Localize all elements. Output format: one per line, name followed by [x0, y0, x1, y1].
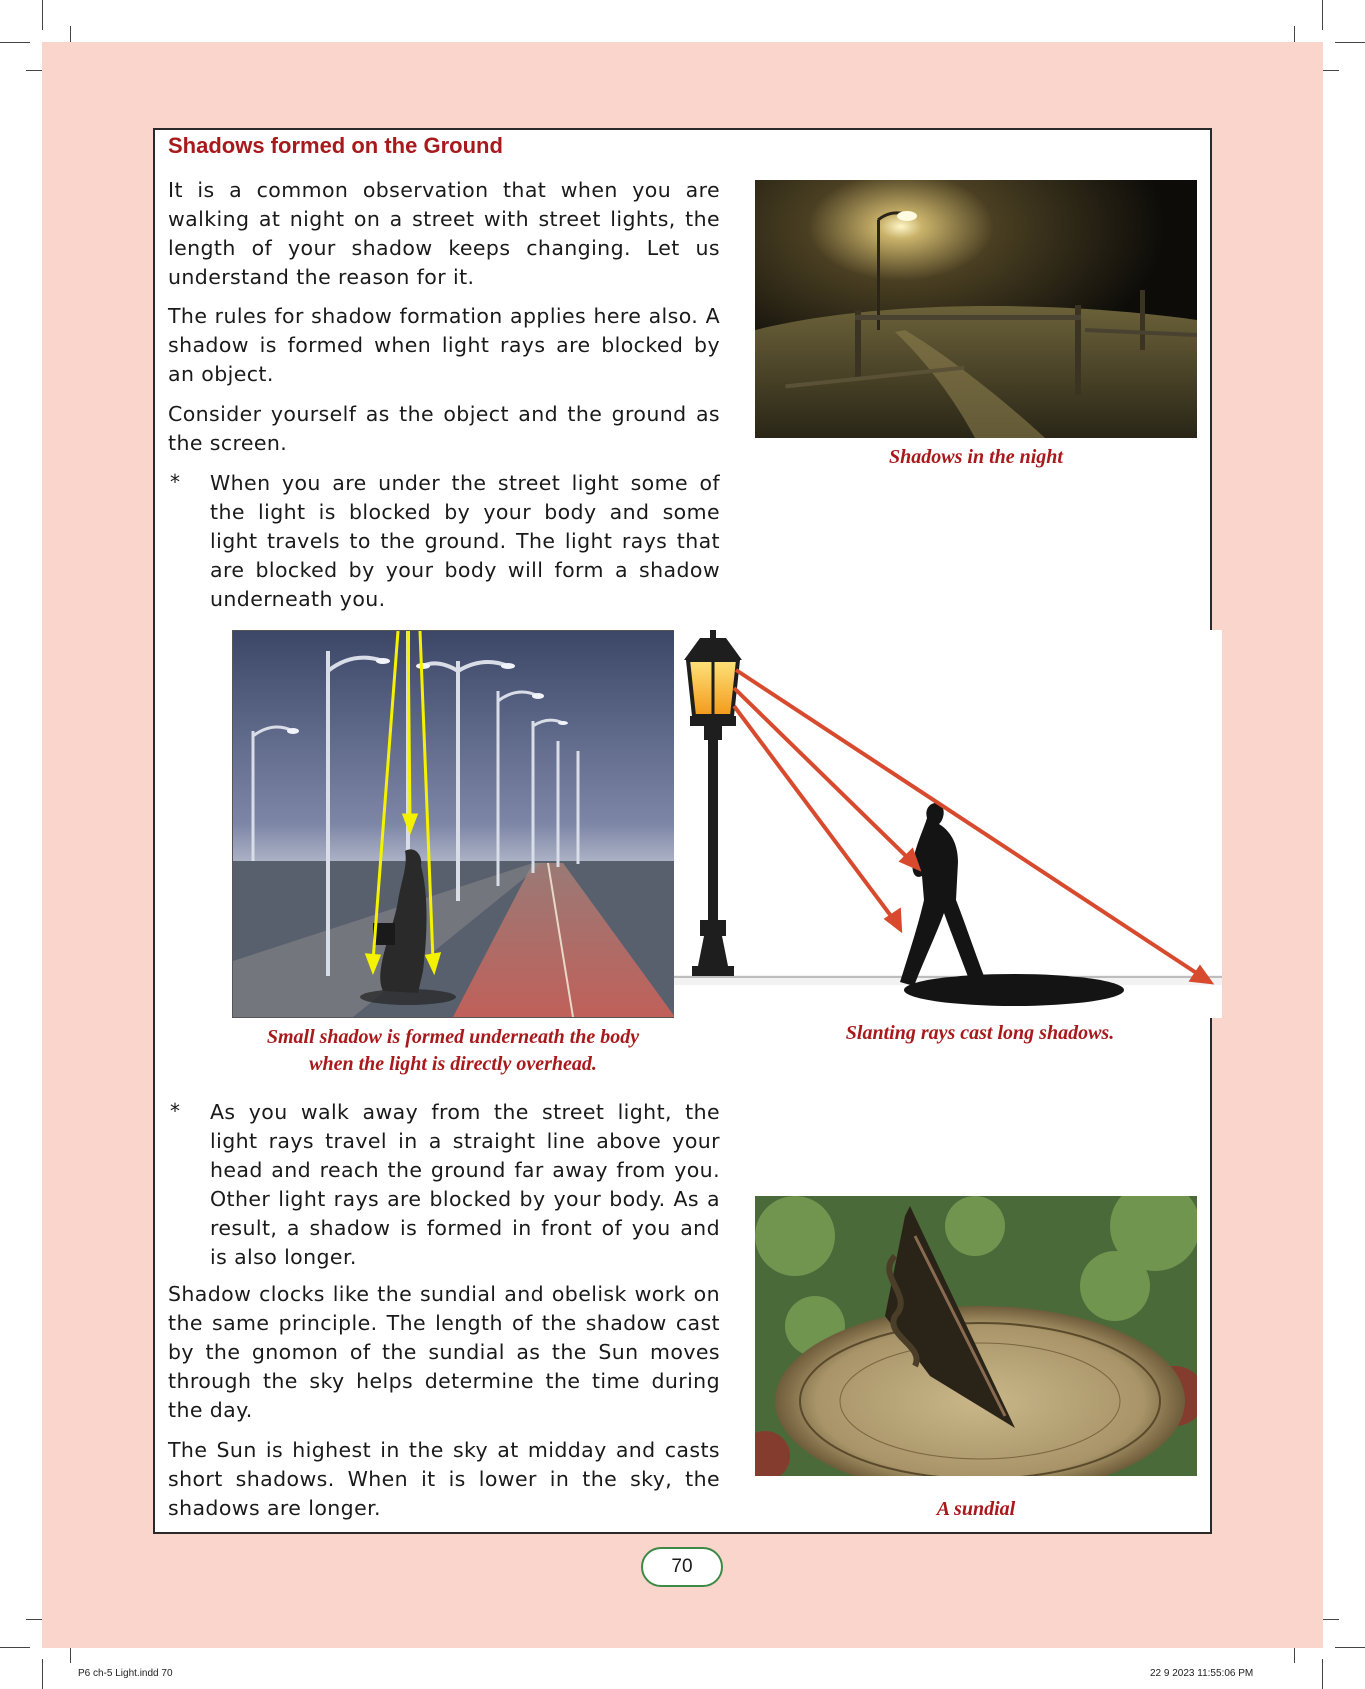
- page-number: 70: [641, 1547, 723, 1587]
- bullet-walk-away: As you walk away from the street light, the light rays travel in a straight line above your head and reach the ground far away from you. Other light rays are blocked by your body. As a result, a shadow is formed in front of you and is also longer.: [210, 1100, 720, 1269]
- crop-mark: [42, 0, 43, 30]
- caption-slanting: Slanting rays cast long shadows.: [845, 1022, 1115, 1044]
- section-heading: Shadows formed on the Ground: [168, 133, 503, 158]
- paragraph-sun-highest: The Sun is highest in the sky at midday and casts short shadows. When it is lower in the sky, the shadows are longer.: [168, 1438, 720, 1520]
- slug-right: 22 9 2023 11:55:06 PM: [1150, 1668, 1254, 1679]
- slanting-rays-diagram: [674, 630, 1222, 1018]
- slug-left: P6 ch-5 Light.indd 70: [78, 1668, 173, 1679]
- caption-overhead: [232, 1024, 674, 1078]
- crop-mark: [1322, 1659, 1323, 1689]
- crop-mark: [0, 42, 30, 43]
- overhead-light-illustration: [233, 631, 675, 1017]
- crop-mark: [42, 1659, 43, 1689]
- crop-mark: [0, 1647, 30, 1648]
- night-street-illustration: [755, 180, 1197, 438]
- caption-overhead-line2: when the light is directly overhead.: [309, 1053, 597, 1075]
- overhead-light-photo: [232, 630, 676, 1018]
- bullet-marker: *: [170, 470, 180, 494]
- caption-overhead-line1: Small shadow is formed underneath the body: [266, 1026, 640, 1048]
- sundial-illustration: [755, 1196, 1197, 1476]
- paragraph-intro: It is a common observation that when you are walking at night on a street with street lights, the length of your shadow keeps changing. Let us understand the reason for it.: [168, 178, 720, 289]
- paragraph-consider: Consider yourself as the object and the ground as the screen.: [168, 402, 720, 455]
- sundial-photo: [755, 1196, 1197, 1476]
- bullet-marker: *: [170, 1099, 180, 1123]
- night-street-photo: [755, 180, 1197, 438]
- paragraph-rules: The rules for shadow formation applies here also. A shadow is formed when light rays are blocked by an object.: [168, 304, 720, 386]
- paragraph-shadow-clocks: Shadow clocks like the sundial and obelisk work on the same principle. The length of the shadow cast by the gnomon of the sundial as the Sun moves through the sky helps determine the time during the day.: [168, 1282, 720, 1422]
- crop-mark: [1335, 42, 1365, 43]
- crop-mark: [1322, 0, 1323, 30]
- bullet-under-light: When you are under the street light some of the light is blocked by your body and some light travels to the ground. The light rays that are blocked by your body will form a shadow underneath you.: [210, 471, 720, 611]
- caption-night: Shadows in the night: [889, 446, 1063, 468]
- caption-sundial: A sundial: [936, 1498, 1016, 1520]
- slanting-rays-illustration: [674, 630, 1222, 1018]
- crop-mark: [1335, 1647, 1365, 1648]
